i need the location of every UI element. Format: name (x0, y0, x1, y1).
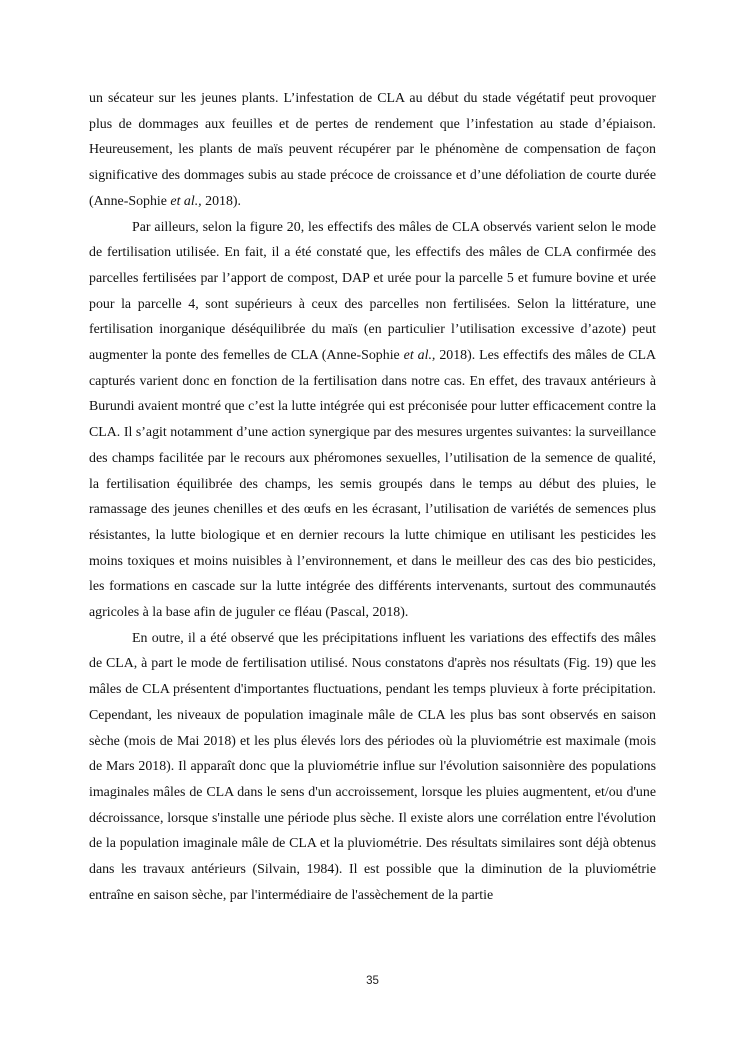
paragraph-1-text: un sécateur sur les jeunes plants. L’infestation de CLA au début du stade végétatif peut provoquer plus de dommages aux feuilles et de pertes de rendement que l’infestation au stade d’épiaison. Heureusement, les plants de maïs peuvent récupérer par le phénomène de compensation de façon significative des dommages subis au stade précoce de croissance et d’une défoliation de courte durée (Anne-Sophie (89, 91, 656, 209)
page-number: 35 (366, 975, 379, 987)
paragraph-1 (89, 86, 656, 215)
citation-et-al: et al., (403, 348, 436, 364)
paragraph-2-text-end: 2018). Les effectifs des mâles de CLA capturés varient donc en fonction de la fertilisation dans notre cas. En effet, des travaux antérieurs à Burundi avaient montré que c’est la lutte intégrée qui est préconisée pour lutter efficacement contre la CLA. Il s’agit notamment d’une action synergique par des mesures urgentes suivantes: la surveillance des champs facilitée par le recours aux phéromones sexuelles, l’utilisation de la semence de qualité, la fertilisation équilibrée des champs, les semis groupés dans le temps au début des pluies, le ramassage des jeunes chenilles et des œufs en les écrasant, l’utilisation de variétés de semences plus résistantes, la lutte biologique et en dernier recours la lutte chimique en utilisant les pesticides les moins toxiques et moins nuisibles à l’environnement, et dans le meilleur des cas des bio pesticides, les formations en cascade sur la lutte intégrée des différents intervenants, surtout des communautés agricoles à la base afin de juguler ce fléau (Pascal, 2018). (89, 348, 656, 621)
document-body (89, 86, 656, 909)
paragraph-1-text-end: 2018). (201, 193, 242, 209)
paragraph-2-text: Par ailleurs, selon la figure 20, les effectifs des mâles de CLA observés varient selon le mode de fertilisation utilisée. En fait, il a été constaté que, les effectifs des mâles de CLA confirmée des parcelles fertilisées par l’apport de compost, DAP et urée pour la parcelle 5 et fumure bovine et urée pour la parcelle 4, sont supérieurs à ceux des parcelles non fertilisées. Selon la littérature, une fertilisation inorganique déséquilibrée du maïs (en particulier l’utilisation excessive d’azote) peut augmenter la ponte des femelles de CLA (Anne-Sophie (89, 219, 656, 364)
citation-et-al: et al., (170, 193, 202, 209)
paragraph-2 (89, 215, 656, 626)
paragraph-3 (89, 626, 656, 909)
paragraph-3-text: En outre, il a été observé que les précipitations influent les variations des effectifs des mâles de CLA, à part le mode de fertilisation utilisé. Nous constatons d'après nos résultats (Fig. 19) que les mâles de CLA présentent d'importantes fluctuations, pendant les temps pluvieux à forte précipitation. Cependant, les niveaux de population imaginale mâle de CLA les plus bas sont observés en saison sèche (mois de Mai 2018) et les plus élevés lors des périodes où la pluviométrie est maximale (mois de Mars 2018). Il apparaît donc que la pluviométrie influe sur l'évolution saisonnière des populations imaginales mâles de CLA dans le sens d'un accroissement, lorsque les pluies augmentent, et/ou d'une décroissance, lorsque s'installe une période plus sèche. Il existe alors une corrélation entre l'évolution de la population imaginale mâle de CLA et la pluviométrie. Des résultats similaires sont déjà obtenus dans les travaux antérieurs (Silvain, 1984). Il est possible que la diminution de la pluviométrie entraîne en saison sèche, par l'intermédiaire de l'assèchement de la partie (89, 630, 656, 903)
